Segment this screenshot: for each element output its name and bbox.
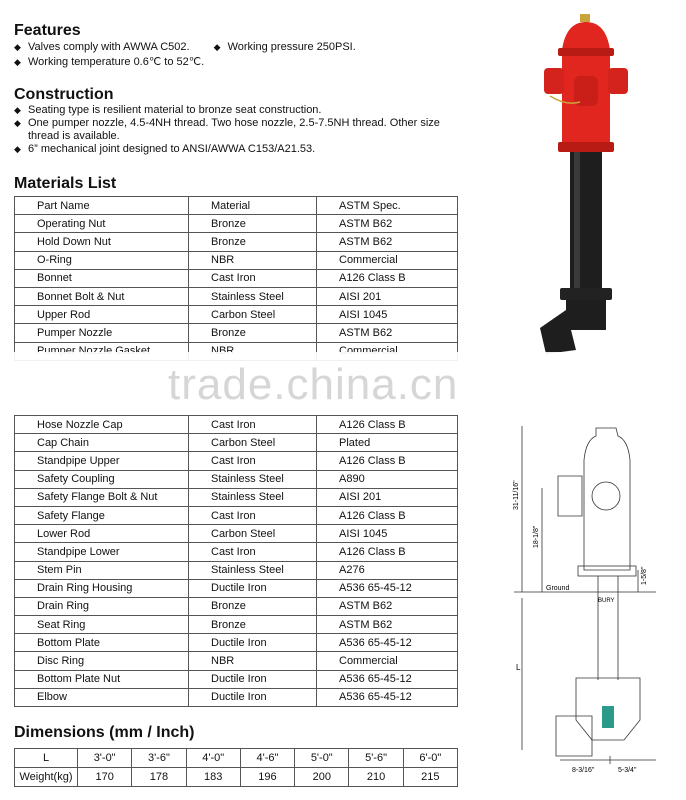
material-cell: Stainless Steel (189, 287, 317, 305)
materials-table-top (14, 196, 458, 361)
dimension-value-cell: 183 (186, 768, 240, 787)
features-row (14, 41, 356, 54)
hydrant-lower-flange (558, 142, 614, 152)
astm-spec-cell: A126 Class B (317, 543, 458, 561)
dimension-value-cell: 178 (132, 768, 186, 787)
part-name-cell: Hose Nozzle Cap (15, 416, 189, 434)
part-name-cell: Bottom Plate Nut (15, 670, 189, 688)
dimension-value-cell: 5'-0" (295, 749, 349, 768)
hydrant-right-nozzle (608, 68, 628, 94)
part-name-cell: Cap Chain (15, 434, 189, 452)
table-row (15, 488, 458, 506)
dimension-label-cell: Weight(kg) (15, 768, 78, 787)
dim-total-label: 31-11/16" (513, 480, 520, 510)
part-name-cell: Pumper Nozzle (15, 324, 189, 342)
material-cell: Bronze (189, 233, 317, 251)
material-cell: Ductile Iron (189, 688, 317, 706)
dim-bottom-right-label: 5-3/4" (618, 767, 637, 774)
hydrant-left-nozzle (544, 68, 564, 94)
dimensions-row-weight (15, 768, 458, 787)
table-row (15, 452, 458, 470)
part-name-cell: Stem Pin (15, 561, 189, 579)
table-row (15, 287, 458, 305)
hydrant-top-nut (580, 14, 590, 22)
part-name-cell: Drain Ring Housing (15, 579, 189, 597)
table-row (15, 561, 458, 579)
features-heading: Features (14, 22, 81, 39)
astm-spec-cell: A126 Class B (317, 269, 458, 287)
dimensions-row-length (15, 749, 458, 768)
part-name-cell: Elbow (15, 688, 189, 706)
table-row (15, 525, 458, 543)
dimension-value-cell: 196 (240, 768, 294, 787)
material-cell: Ductile Iron (189, 670, 317, 688)
dimension-value-cell: 4'-6" (240, 749, 294, 768)
part-name-cell: Lower Rod (15, 525, 189, 543)
material-cell: Ductile Iron (189, 579, 317, 597)
table-header-row (15, 197, 458, 215)
table-row (15, 269, 458, 287)
astm-spec-cell: Commercial (317, 251, 458, 269)
bullet-diamond-icon: ◆ (213, 42, 221, 52)
ground-label: Ground (546, 585, 570, 592)
materials-table-bottom (14, 415, 458, 707)
materials-heading: Materials List (14, 175, 117, 192)
dimension-label-cell: L (15, 749, 78, 768)
hydrant-pumper-nozzle (574, 76, 598, 106)
astm-spec-cell: A890 (317, 470, 458, 488)
astm-spec-cell: ASTM B62 (317, 215, 458, 233)
dimension-value-cell: 3'-0" (78, 749, 132, 768)
table-row (15, 506, 458, 524)
part-name-cell: Safety Flange Bolt & Nut (15, 488, 189, 506)
construction-item: ◆ 6” mechanical joint designed to ANSI/AWWA C153/A21.53. (14, 143, 440, 156)
material-cell: Ductile Iron (189, 634, 317, 652)
astm-spec-cell: A536 65-45-12 (317, 634, 458, 652)
part-name-cell: Disc Ring (15, 652, 189, 670)
dimensions-table (14, 748, 458, 787)
astm-spec-cell: ASTM B62 (317, 616, 458, 634)
material-cell: Stainless Steel (189, 488, 317, 506)
material-cell: Bronze (189, 324, 317, 342)
material-cell: Bronze (189, 597, 317, 615)
astm-spec-cell: A536 65-45-12 (317, 579, 458, 597)
material-cell: Carbon Steel (189, 525, 317, 543)
table-row (15, 324, 458, 342)
table-row (15, 233, 458, 251)
table-row (15, 434, 458, 452)
part-name-cell: Operating Nut (15, 215, 189, 233)
astm-spec-cell: A536 65-45-12 (317, 688, 458, 706)
drawing-elbow (556, 716, 592, 756)
material-cell: Cast Iron (189, 269, 317, 287)
dimension-value-cell: 6'-0" (403, 749, 457, 768)
dim-bottom-left-label: 8-3/16" (572, 767, 595, 774)
astm-spec-cell: A276 (317, 561, 458, 579)
part-name-cell: Bonnet Bolt & Nut (15, 287, 189, 305)
dimension-value-cell: 215 (403, 768, 457, 787)
bullet-diamond-icon: ◆ (14, 42, 21, 52)
table-row (15, 543, 458, 561)
drawing-hose-nozzle (558, 476, 582, 516)
part-name-cell: O-Ring (15, 251, 189, 269)
construction-item: ◆ Seating type is resilient material to bronze seat construction. (14, 104, 440, 117)
table-row (15, 416, 458, 434)
construction-list (14, 104, 440, 156)
astm-spec-cell: A126 Class B (317, 506, 458, 524)
construction-heading: Construction (14, 86, 114, 103)
construction-item-cont: thread is available. (28, 130, 120, 142)
drawing-upper-body (584, 428, 630, 570)
drawing-flange (578, 566, 636, 576)
table-row (15, 652, 458, 670)
bury-label: BURY (598, 598, 615, 604)
part-name-cell: Standpipe Upper (15, 452, 189, 470)
hydrant-lower-body (566, 300, 606, 330)
astm-spec-cell: A536 65-45-12 (317, 670, 458, 688)
dim-small-label: 1-5/8" (641, 566, 648, 585)
hydrant-safety-flange (560, 288, 612, 300)
dim-upper-label: 18-1/8" (533, 525, 540, 548)
astm-spec-cell: Plated (317, 434, 458, 452)
part-name-cell: Safety Coupling (15, 470, 189, 488)
material-cell: Stainless Steel (189, 561, 317, 579)
drawing-valve-highlight (602, 706, 614, 728)
features-list-2 (14, 56, 204, 69)
material-cell: Cast Iron (189, 416, 317, 434)
features-list (14, 41, 356, 54)
hydrant-bonnet-flange (558, 48, 614, 56)
dimension-value-cell: 5'-6" (349, 749, 403, 768)
part-name-cell: Drain Ring (15, 597, 189, 615)
part-name-cell: Safety Flange (15, 506, 189, 524)
part-name-cell: Standpipe Lower (15, 543, 189, 561)
dimension-value-cell: 210 (349, 768, 403, 787)
part-name-cell: Bonnet (15, 269, 189, 287)
table-row (15, 251, 458, 269)
dimension-value-cell: 4'-0" (186, 749, 240, 768)
dimension-value-cell: 170 (78, 768, 132, 787)
feature-item (214, 41, 356, 54)
hydrant-standpipe-highlight (574, 152, 580, 292)
table-row (15, 688, 458, 706)
material-cell: Bronze (189, 215, 317, 233)
material-cell: Carbon Steel (189, 434, 317, 452)
material-cell: NBR (189, 652, 317, 670)
material-cell: Stainless Steel (189, 470, 317, 488)
column-header: ASTM Spec. (317, 197, 458, 215)
feature-item: ◆ Working temperature 0.6℃ to 52℃. (14, 56, 204, 69)
part-name-cell: Upper Rod (15, 306, 189, 324)
feature-item (14, 41, 190, 54)
table-row (15, 597, 458, 615)
dimension-value-cell: 200 (295, 768, 349, 787)
dimensions-heading: Dimensions (mm / Inch) (14, 724, 195, 741)
astm-spec-cell: ASTM B62 (317, 233, 458, 251)
feature-text: Valves comply with AWWA C502. (28, 41, 190, 53)
astm-spec-cell: AISI 201 (317, 488, 458, 506)
part-name-cell: Seat Ring (15, 616, 189, 634)
astm-spec-cell: A126 Class B (317, 416, 458, 434)
l-label: L (516, 663, 521, 672)
watermark-text: trade.china.cn (168, 360, 459, 409)
hydrant-photo (536, 10, 636, 355)
technical-drawing (506, 420, 676, 780)
part-name-cell: Hold Down Nut (15, 233, 189, 251)
material-cell: Cast Iron (189, 452, 317, 470)
astm-spec-cell: AISI 1045 (317, 306, 458, 324)
astm-spec-cell: AISI 1045 (317, 525, 458, 543)
hydrant-dome (562, 22, 610, 50)
astm-spec-cell: A126 Class B (317, 452, 458, 470)
material-cell: Cast Iron (189, 543, 317, 561)
construction-item: ◆ One pumper nozzle, 4.5-4NH thread. Two hose nozzle, 2.5-7.5NH thread. Other size (14, 117, 440, 130)
feature-text: Working pressure 250PSI. (227, 41, 356, 53)
table-row (15, 579, 458, 597)
table-row (15, 616, 458, 634)
astm-spec-cell: Commercial (317, 652, 458, 670)
dimension-value-cell: 3'-6" (132, 749, 186, 768)
material-cell: Bronze (189, 616, 317, 634)
table-row (15, 306, 458, 324)
table-row (15, 634, 458, 652)
column-header: Material (189, 197, 317, 215)
astm-spec-cell: AISI 201 (317, 287, 458, 305)
astm-spec-cell: ASTM B62 (317, 597, 458, 615)
table-row (15, 215, 458, 233)
part-name-cell: Bottom Plate (15, 634, 189, 652)
drawing-pumper-nozzle (592, 482, 620, 510)
material-cell: Cast Iron (189, 506, 317, 524)
material-cell: Carbon Steel (189, 306, 317, 324)
table-row (15, 670, 458, 688)
column-header: Part Name (15, 197, 189, 215)
astm-spec-cell: ASTM B62 (317, 324, 458, 342)
table-row (15, 470, 458, 488)
material-cell: NBR (189, 251, 317, 269)
